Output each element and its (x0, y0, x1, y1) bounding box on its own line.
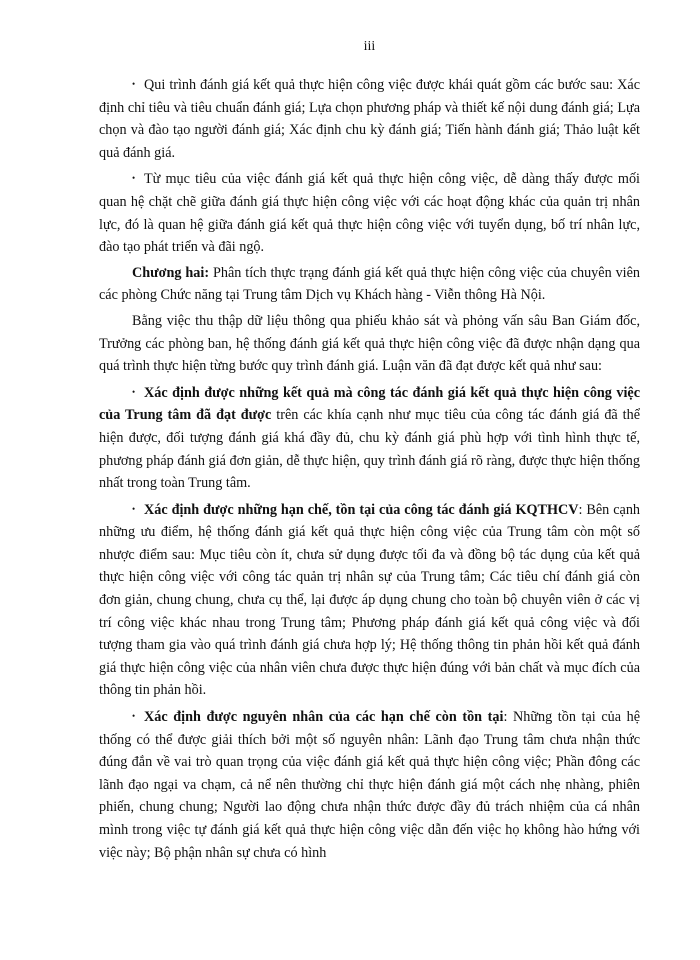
page-number: iii (363, 39, 376, 54)
bullet-icon: • (132, 79, 136, 89)
paragraph-bold-lead: Xác định được những hạn chế, tồn tại của công tác đánh giá KQTHCV (144, 501, 579, 518)
paragraph-2 (99, 167, 640, 258)
paragraph-text: Qui trình đánh giá kết quả thực hiện công việc được khái quát gồm các bước sau: Xác định chỉ tiêu và tiêu chuẩn đánh giá; Lựa chọn phương pháp và thiết kế nội dung đánh giá; Lựa chọn và đào tạo người đánh giá; Xác định chu kỳ đánh giá; Tiến hành đánh giá; Thảo luật kết quả đánh giá. (99, 77, 640, 161)
paragraph-text: : Những tồn tại của hệ thống có thể được giải thích bởi một số nguyên nhân: Lãnh đạo Trung tâm chưa nhận thức đúng đắn về vai trò quan trọng của việc đánh giá kết quả thực hiện công việc; Phần đông các lãnh đạo ngại va chạm, cả nể nên thường chỉ thực hiện đánh giá một cách nhẹ nhàng, phiên phiến, chung chung; Người lao động chưa nhận thức được đầy đủ trách nhiệm của cá nhân mình trong việc tự đánh giá kết quả thực hiện công việc dẫn đến việc họ không hào hứng với việc này; Bộ phận nhân sự chưa có hình (99, 709, 640, 861)
bullet-icon: • (132, 503, 136, 514)
paragraph-text: Phân tích thực trạng đánh giá kết quả thực hiện công việc của chuyên viên các phòng Chức năng tại Trung tâm Dịch vụ Khách hàng - Viễn thông Hà Nội. (99, 264, 641, 304)
paragraph-text: : Bên cạnh những ưu điểm, hệ thống đánh giá kết quả thực hiện công việc của Trung tâm còn một số nhược điểm sau: Mục tiêu còn ít, chưa sử dụng được tối đa và đồng bộ tác dụng của kết quả thực hiện công việc với công tác quản trị nhân sự của Trung tâm; Các tiêu chí đánh giá còn đơn giản, chung chung, chưa cụ thể, lại được áp dụng chung cho toàn bộ chuyên viên ở các vị trí công việc khác nhau trong Trung tâm; Phương pháp đánh giá kết quả công việc và đối tượng tham gia vào quá trình đánh giá chưa hợp lý; Hệ thống thông tin phản hồi kết quả đánh giá thực hiện công việc của nhân viên chưa được thực hiện đúng với bản chất và mục đích của thông tin phản hồi. (99, 501, 641, 699)
bullet-icon: • (132, 386, 136, 397)
paragraph-7 (99, 705, 640, 864)
paragraph-3 (99, 262, 640, 307)
paragraph-6 (99, 498, 640, 702)
chapter-heading: Chương hai: (132, 264, 210, 281)
paragraph-text: Từ mục tiêu của việc đánh giá kết quả thực hiện công việc, dễ dàng thấy được mối quan hệ chặt chẽ giữa đánh giá thực hiện công việc với các hoạt động khác của quản trị nhân lực, đó là quan hệ giữa đánh giá kết quả thực hiện công việc với tuyển dụng, bố trí nhân lực, đào tạo phát triển và đãi ngộ. (99, 171, 640, 256)
paragraph-4 (99, 310, 640, 378)
paragraph-text: Bằng việc thu thập dữ liệu thông qua phiếu khảo sát và phỏng vấn sâu Ban Giám đốc, Trưởng các phòng ban, hệ thống đánh giá kết quả thực hiện công việc đã được nhận dạng qua quá trình thực hiện từng bước quy trình đánh giá. Luận văn đã đạt được kết quả như sau: (99, 312, 640, 375)
paragraph-bold-lead: Xác định được những kết quả mà công tác đánh giá kết quả thực hiện công việc của Trung tâm đã đạt được (99, 384, 640, 424)
paragraph-1 (99, 73, 640, 164)
paragraph-5 (99, 381, 640, 495)
paragraph-text: trên các khía cạnh như mục tiêu của công tác đánh giá đã thể hiện được, đối tượng đánh giá khá đầy đủ, chu kỳ đánh giá phù hợp với tình hình thực tế, phương pháp đánh giá đơn giản, dễ thực hiện, quy trình đánh giá rõ ràng, được thực hiện thống nhất trong toàn Trung tâm. (99, 407, 641, 492)
paragraph-bold-lead: Xác định được nguyên nhân của các hạn chế còn tồn tại (144, 709, 504, 726)
bullet-icon: • (132, 173, 136, 184)
bullet-icon: • (132, 711, 136, 722)
